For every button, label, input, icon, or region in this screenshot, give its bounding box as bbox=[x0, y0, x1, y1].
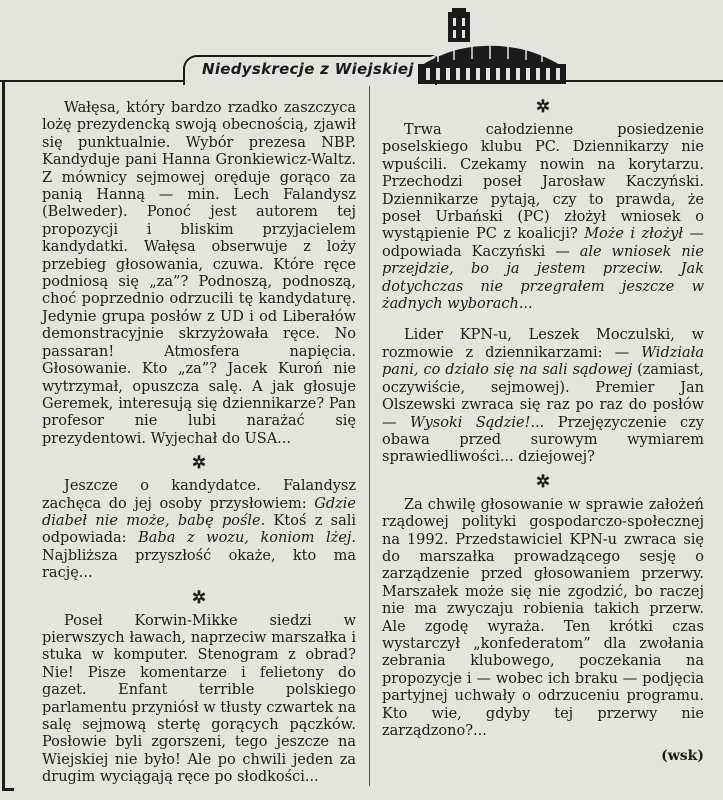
right-paragraph-1 bbox=[382, 122, 704, 313]
parliament-building-icon bbox=[410, 6, 570, 84]
right-column bbox=[382, 97, 705, 766]
text-span: Najbliższa przyszłość okaże, kto ma rację... bbox=[42, 547, 356, 582]
author-signature: (wsk) bbox=[661, 748, 704, 765]
frame-bottom-rule bbox=[2, 788, 14, 791]
spacer bbox=[382, 313, 704, 327]
text-span: Lider KPN-u, Leszek Moczulski, w rozmowie z dziennikarzami: — bbox=[382, 327, 704, 361]
text-span: — odpowiada Kaczyński — bbox=[382, 226, 704, 260]
text-span: Przejęzyczenie czy obawa przed surowym wymiarem sprawiedliwości... dziejowej? bbox=[382, 414, 705, 466]
quote-moczulski: Widziała pani, co działo się na sali sądowej bbox=[382, 344, 704, 379]
text-span: Trwa całodzienne posiedzenie poselskiego klubu PC. Dziennikarzy nie wpuścili. Czekamy nowin na korytarzu. Przechodzi poseł Jarosław Kaczyński. Dziennikarze pytają, czy to prawda, że poseł Urbański (PC) złożył wniosek o wystąpienie PC z koalicji? bbox=[382, 122, 704, 243]
left-paragraph-2 bbox=[42, 478, 356, 582]
left-paragraph-3: Poseł Korwin-Mikke siedzi w pierwszych ławach, naprzeciw marszałka i stuka w komputer. Stenogram z obrad? Nie! Pisze komentarze i felietony do gazet. Enfant terrible polskiego parlamentu przyniósł w tłusty czwartek na salę sejmową stertę gorących pączków. Posłowie byli zgorszeni, tego jeszcze na Wiejskiej nie było! Ale po chwili jeden za drugim wyciągają ręce po słodkości... bbox=[42, 612, 356, 786]
quote-olszewski: Wysoki Sądzie!... bbox=[410, 414, 545, 431]
proverb-reply: Baba z wozu, koniom lżej. bbox=[138, 530, 357, 547]
left-paragraph-1: Wałęsa, który bardzo rzadko zaszczyca lożę prezydencką swoją obecnością, zjawił się punktualnie. Wybór prezesa NBP. Kandyduje pani Hanna Gronkiewicz-Waltz. Z mównicy sejmowej oręduje gorąco za panią Hanną — min. Lech Falandysz (Belweder). Ponoć jest autorem tej propozycji i bliskim przyjacielem kandydatki. Wałęsa obserwuje z loży przebieg głosowania, czuwa. Które ręce podniosą się „za”? Podnoszą, podnoszą, choć poprzednio odrzucili tę kandydaturę. Jedynie grupa posłów z UD i od Liberałów demonstracyjnie skrzyżowała ręce. No passaran! Atmosfera napięcia. Głosowanie. Kto „za”? Jacek Kuroń nie wytrzymał, opuszcza salę. A jak głosuje Geremek, interesują się dziennikarze? Pan profesor nie lubi narażać się prezydentowi. Wyjechał do USA... bbox=[42, 100, 356, 447]
asterism-divider: ✲ bbox=[191, 453, 207, 474]
column-title: Niedyskrecje z Wiejskiej bbox=[202, 60, 414, 78]
frame-left-rule bbox=[2, 80, 5, 790]
left-column bbox=[42, 100, 356, 787]
asterism-divider: ✲ bbox=[191, 587, 207, 608]
quote-kaczynski-2: ale wniosek nie przejdzie, bo ja jestem przeciw. Jak dotychczas nie przegrałem jeszcze w żadnych wyborach... bbox=[382, 243, 704, 313]
asterism-divider: ✲ bbox=[535, 97, 551, 117]
proverb-quote: Gdzie diabeł nie może, babę pośle. bbox=[42, 495, 356, 529]
column-divider bbox=[369, 86, 370, 786]
right-paragraph-3: Za chwilę głosowanie w sprawie założeń rządowej polityki gospodarczo-społecznej na 1992. Przedstawiciel KPN-u zwraca się do marszałka prowadzącego sesję o zarządzenie przed głosowaniem przerwy. Marszałek może się nie zgodzić, bo raczej nie ma zwyczaju robienia takich przerw. Ale zgodę wyraża. Ten krótki czas wystarczył „konfederatom” dla zwołania zebrania klubowego, poczekania na propozycje i — wobec ich braku — podjęcia partyjnej uchwały o odrzuceniu programu. Kto wie, gdyby tej przerwy nie zarządzono?... bbox=[382, 496, 704, 739]
text-span: Ktoś z sali odpowiada: bbox=[42, 512, 356, 547]
quote-kaczynski-1: Może i złożył bbox=[584, 226, 684, 243]
right-paragraph-2 bbox=[382, 327, 704, 466]
asterism-divider: ✲ bbox=[535, 471, 551, 492]
text-span: Jeszcze o kandydatce. Falandysz zachęca do jej osoby przysłowiem: bbox=[42, 478, 356, 512]
text-span: (zamiast, oczywiście, sejmowej). Premier Jan Olszewski zwraca się raz po raz do posłów — bbox=[382, 362, 704, 431]
